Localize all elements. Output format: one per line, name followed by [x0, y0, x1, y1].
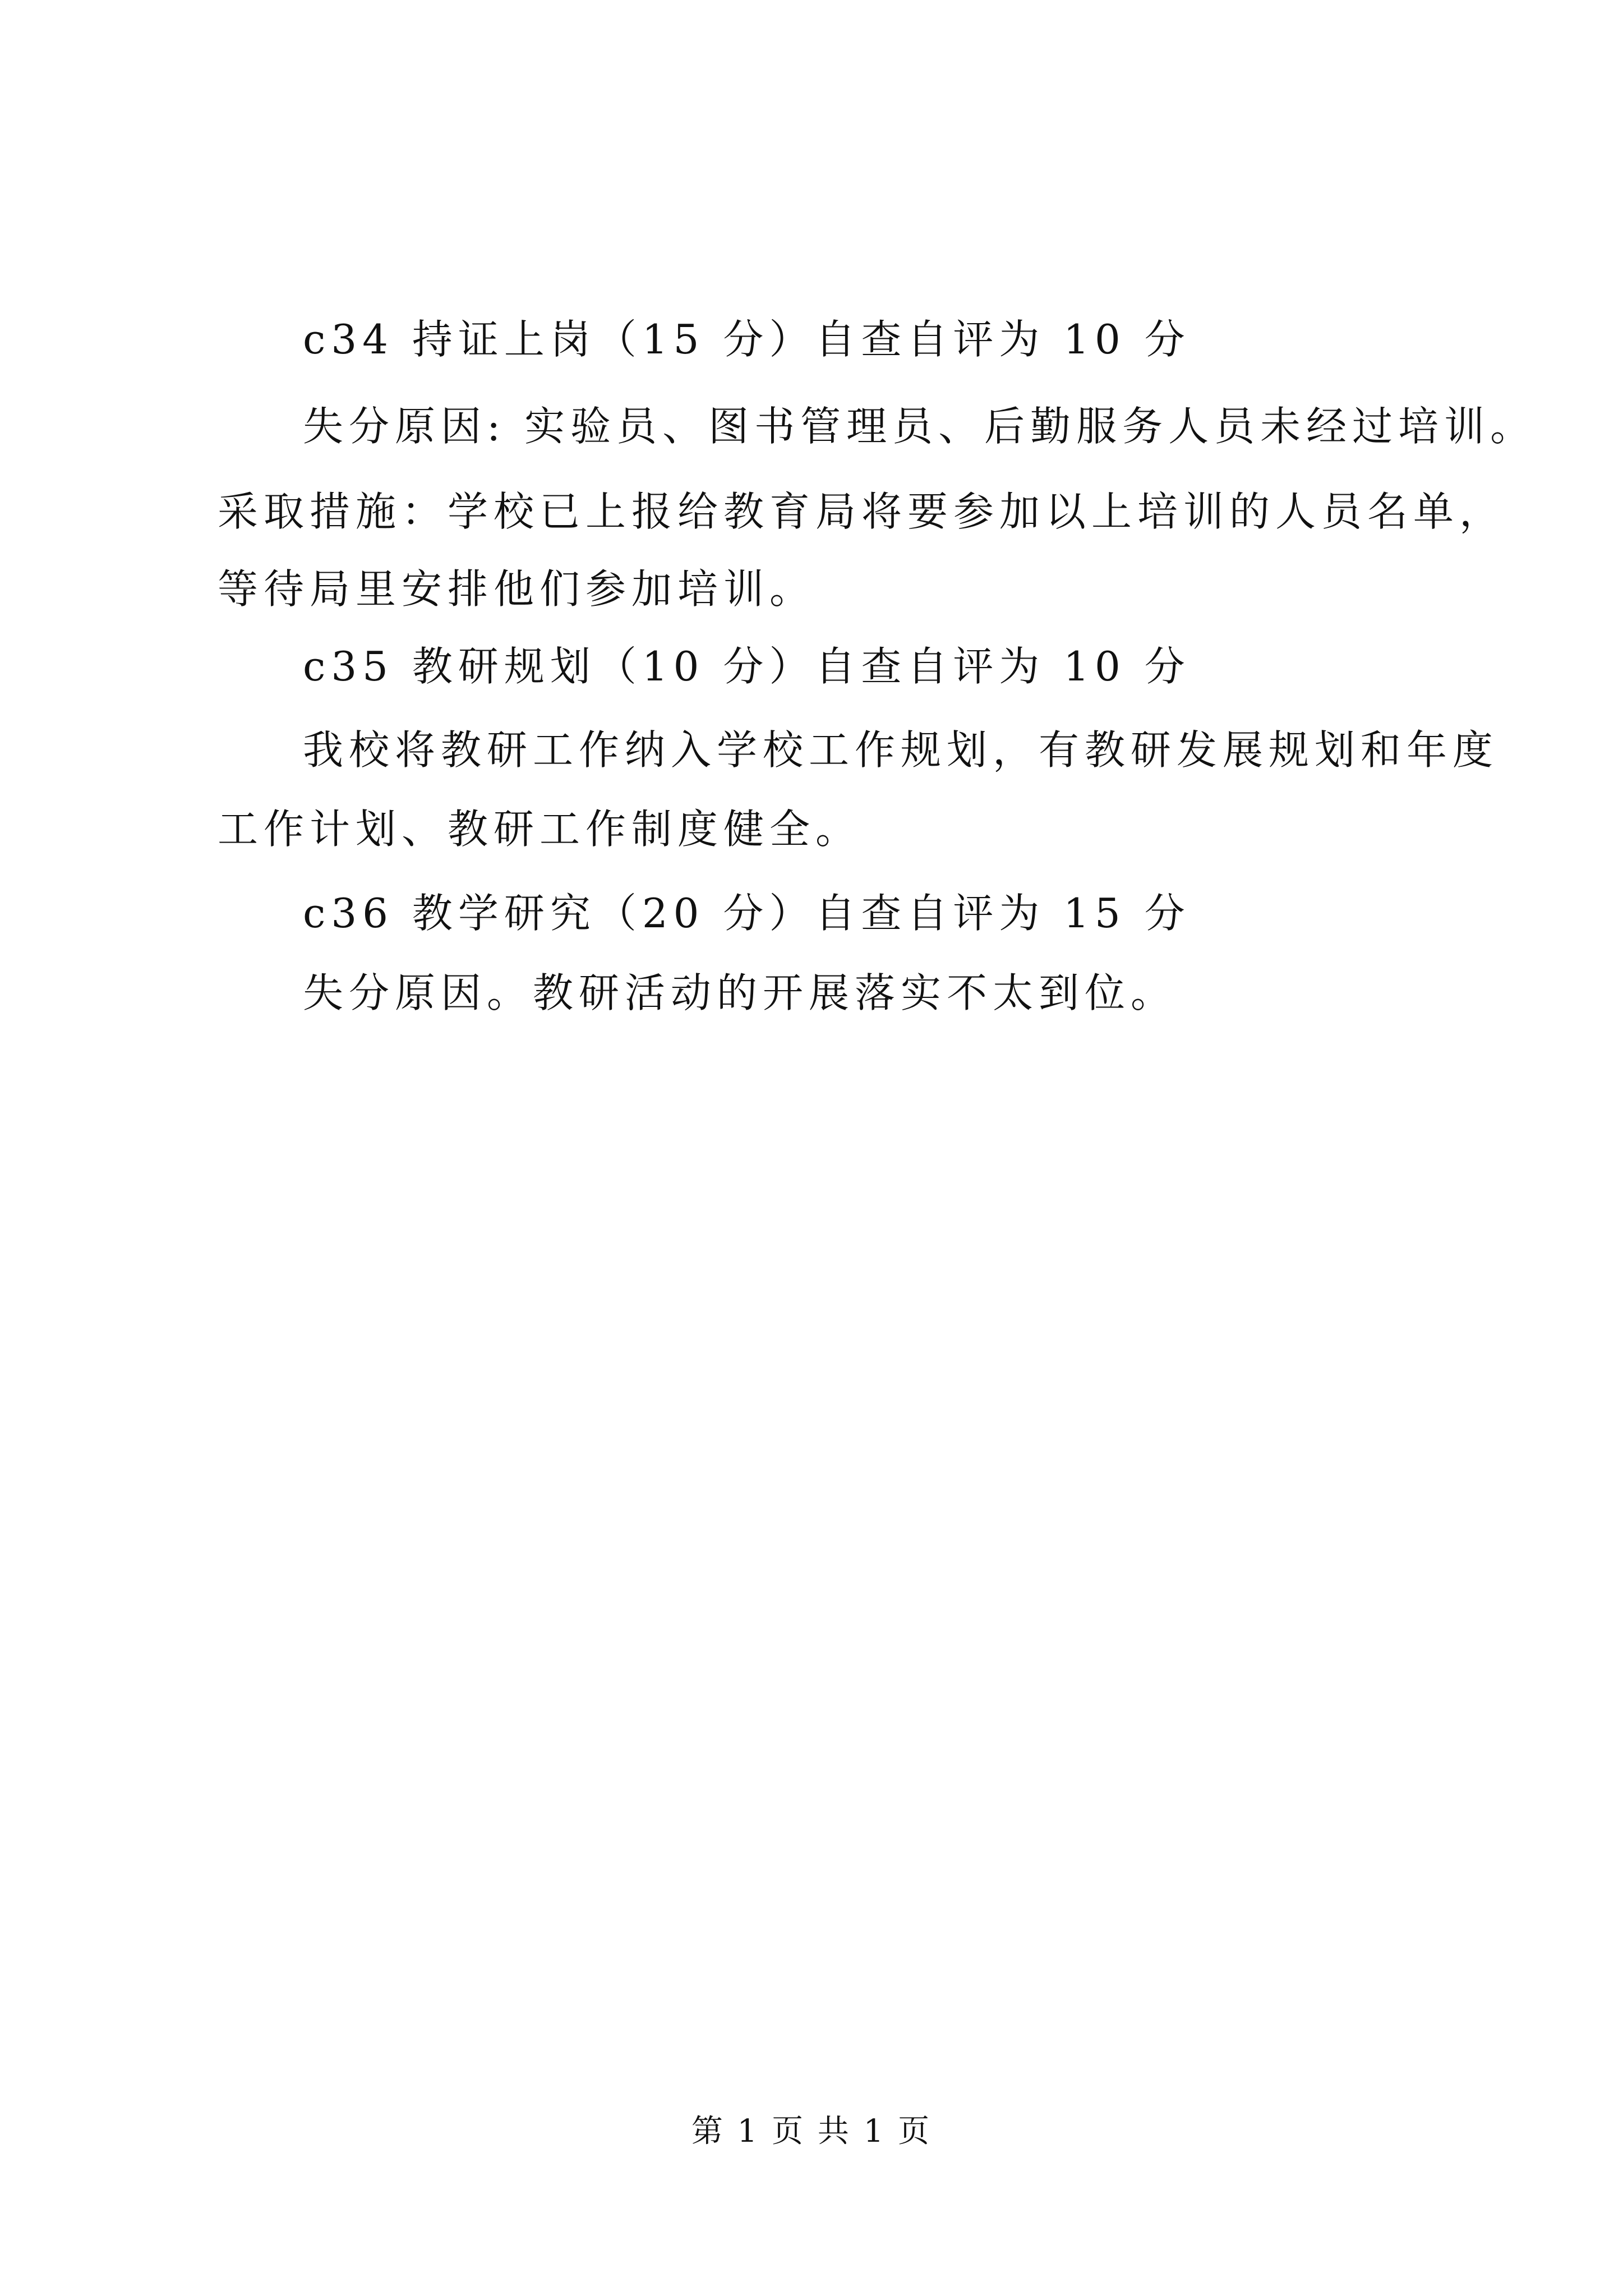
section-heading-c36: c36 教学研究（20 分）自查自评为 15 分	[303, 890, 1191, 937]
page-number-footer: 第 1 页 共 1 页	[691, 2113, 932, 2150]
paragraph-line: 我校将教研工作纳入学校工作规划，有教研发展规划和年度	[303, 726, 1499, 774]
paragraph-line: 失分原因: 实验员、图书管理员、后勤服务人员未经过培训。	[303, 403, 1537, 450]
section-heading-c35: c35 教研规划（10 分）自查自评为 10 分	[303, 643, 1191, 690]
paragraph-line: 等待局里安排他们参加培训。	[218, 565, 816, 613]
paragraph-line: 采取措施：学校已上报给教育局将要参加以上培训的人员名单，	[218, 488, 1506, 535]
section-heading-c34: c34 持证上岗（15 分）自查自评为 10 分	[303, 316, 1191, 363]
paragraph-line: 工作计划、教研工作制度健全。	[218, 806, 862, 853]
paragraph-line: 失分原因。教研活动的开展落实不太到位。	[303, 969, 1177, 1016]
